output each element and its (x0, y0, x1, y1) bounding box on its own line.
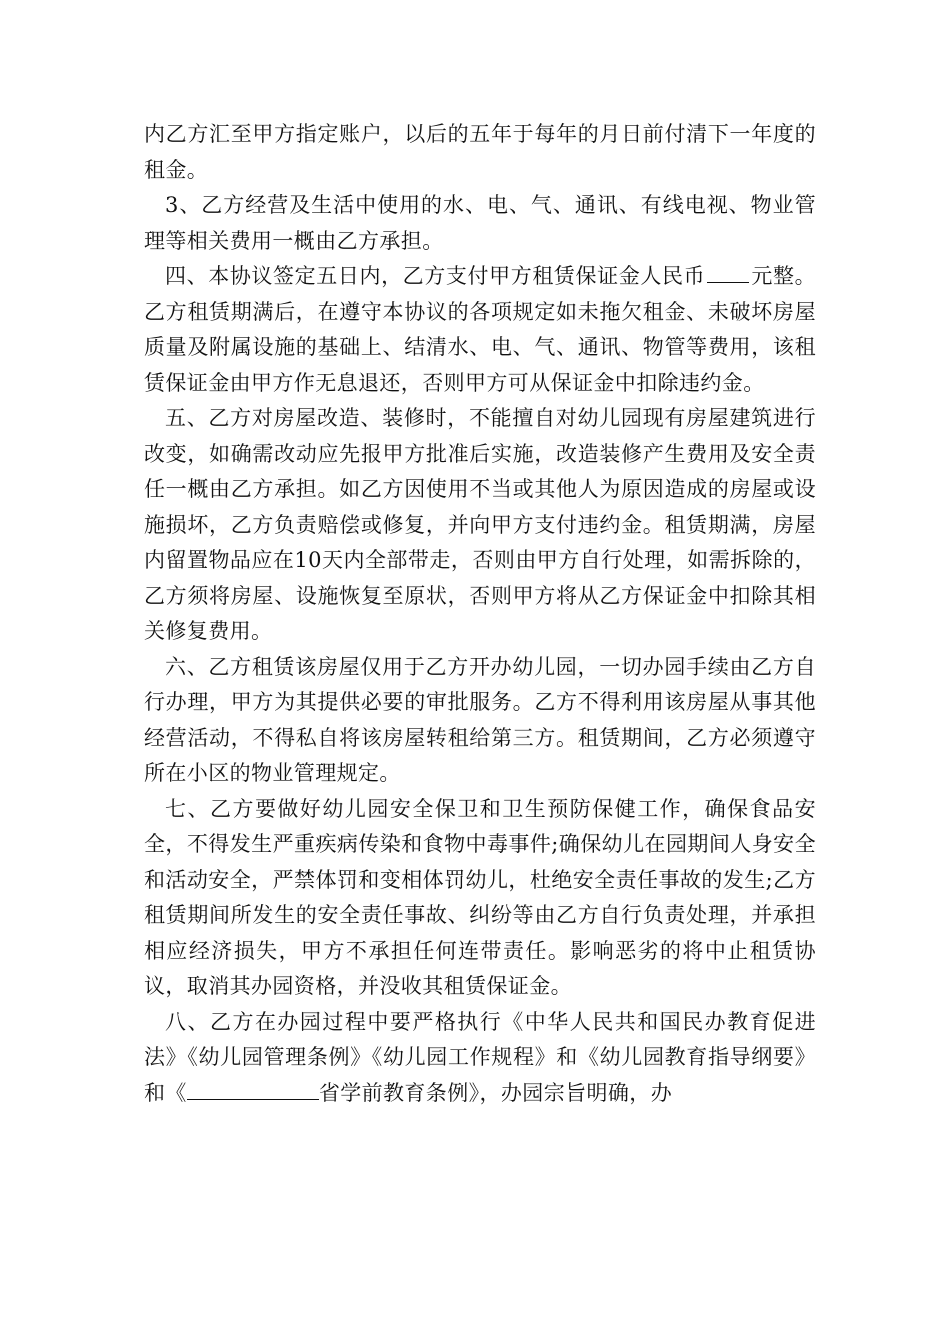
paragraph-continuation (144, 117, 816, 188)
paragraph-clause-5 (144, 401, 816, 650)
paragraph-text: 3、乙方经营及生活中使用的水、电、气、通讯、有线电视、物业管理等相关费用一概由乙方承担。 (144, 193, 816, 253)
paragraph-text-before-blank: 八、乙方在办园过程中要严格执行《中华人民共和国民办教育促进法》《幼儿园管理条例》《幼儿园工作规程》和《幼儿园教育指导纲要》和《 (144, 1009, 816, 1105)
paragraph-text-after-blank: 省学前教育条例》，办园宗旨明确，办 (318, 1080, 673, 1105)
paragraph-text: 五、乙方对房屋改造、装修时，不能擅自对幼儿园现有房屋建筑进行改变，如确需改动应先报甲方批准后实施，改造装修产生费用及安全责任一概由乙方承担。如乙方因使用不当或其他人为原因造成的房屋或设施损坏，乙方负责赔偿或修复，并向甲方支付违约金。租赁期满，房屋内留置物品应在10天内全部带走，否则由甲方自行处理，如需拆除的，乙方须将房屋、设施恢复至原状，否则甲方将从乙方保证金中扣除其相关修复费用。 (144, 406, 816, 643)
paragraph-clause-7 (144, 792, 816, 1005)
paragraph-text: 六、乙方租赁该房屋仅用于乙方开办幼儿园，一切办园手续由乙方自行办理，甲方为其提供必要的审批服务。乙方不得利用该房屋从事其他经营活动，不得私自将该房屋转租给第三方。租赁期间，乙方必须遵守所在小区的物业管理规定。 (144, 654, 816, 785)
paragraph-text-after-blank: 元整。乙方租赁期满后，在遵守本协议的各项规定如未拖欠租金、未破坏房屋质量及附属设施的基础上、结清水、电、气、通讯、物管等费用，该租赁保证金由甲方作无息退还，否则甲方可从保证金中扣除违约金。 (144, 264, 817, 395)
paragraph-text-before-blank: 四、本协议签定五日内，乙方支付甲方租赁保证金人民币 (165, 264, 706, 288)
document-body (144, 117, 816, 1111)
paragraph-text: 内乙方汇至甲方指定账户，以后的五年于每年的月日前付清下一年度的租金。 (144, 122, 816, 182)
fill-in-blank-amount (707, 260, 749, 283)
paragraph-clause-4 (144, 259, 816, 401)
paragraph-clause-8 (144, 1005, 816, 1112)
paragraph-clause-3 (144, 188, 816, 259)
paragraph-text: 七、乙方要做好幼儿园安全保卫和卫生预防保健工作，确保食品安全，不得发生严重疾病传染和食物中毒事件;确保幼儿在园期间人身安全和活动安全，严禁体罚和变相体罚幼儿，杜绝安全责任事故的发生;乙方租赁期间所发生的安全责任事故、纠纷等由乙方自行负责处理，并承担相应经济损失，甲方不承担任何连带责任。影响恶劣的将中止租赁协议，取消其办园资格，并没收其租赁保证金。 (144, 796, 816, 998)
fill-in-blank-province (187, 1077, 319, 1100)
paragraph-clause-6 (144, 650, 816, 792)
